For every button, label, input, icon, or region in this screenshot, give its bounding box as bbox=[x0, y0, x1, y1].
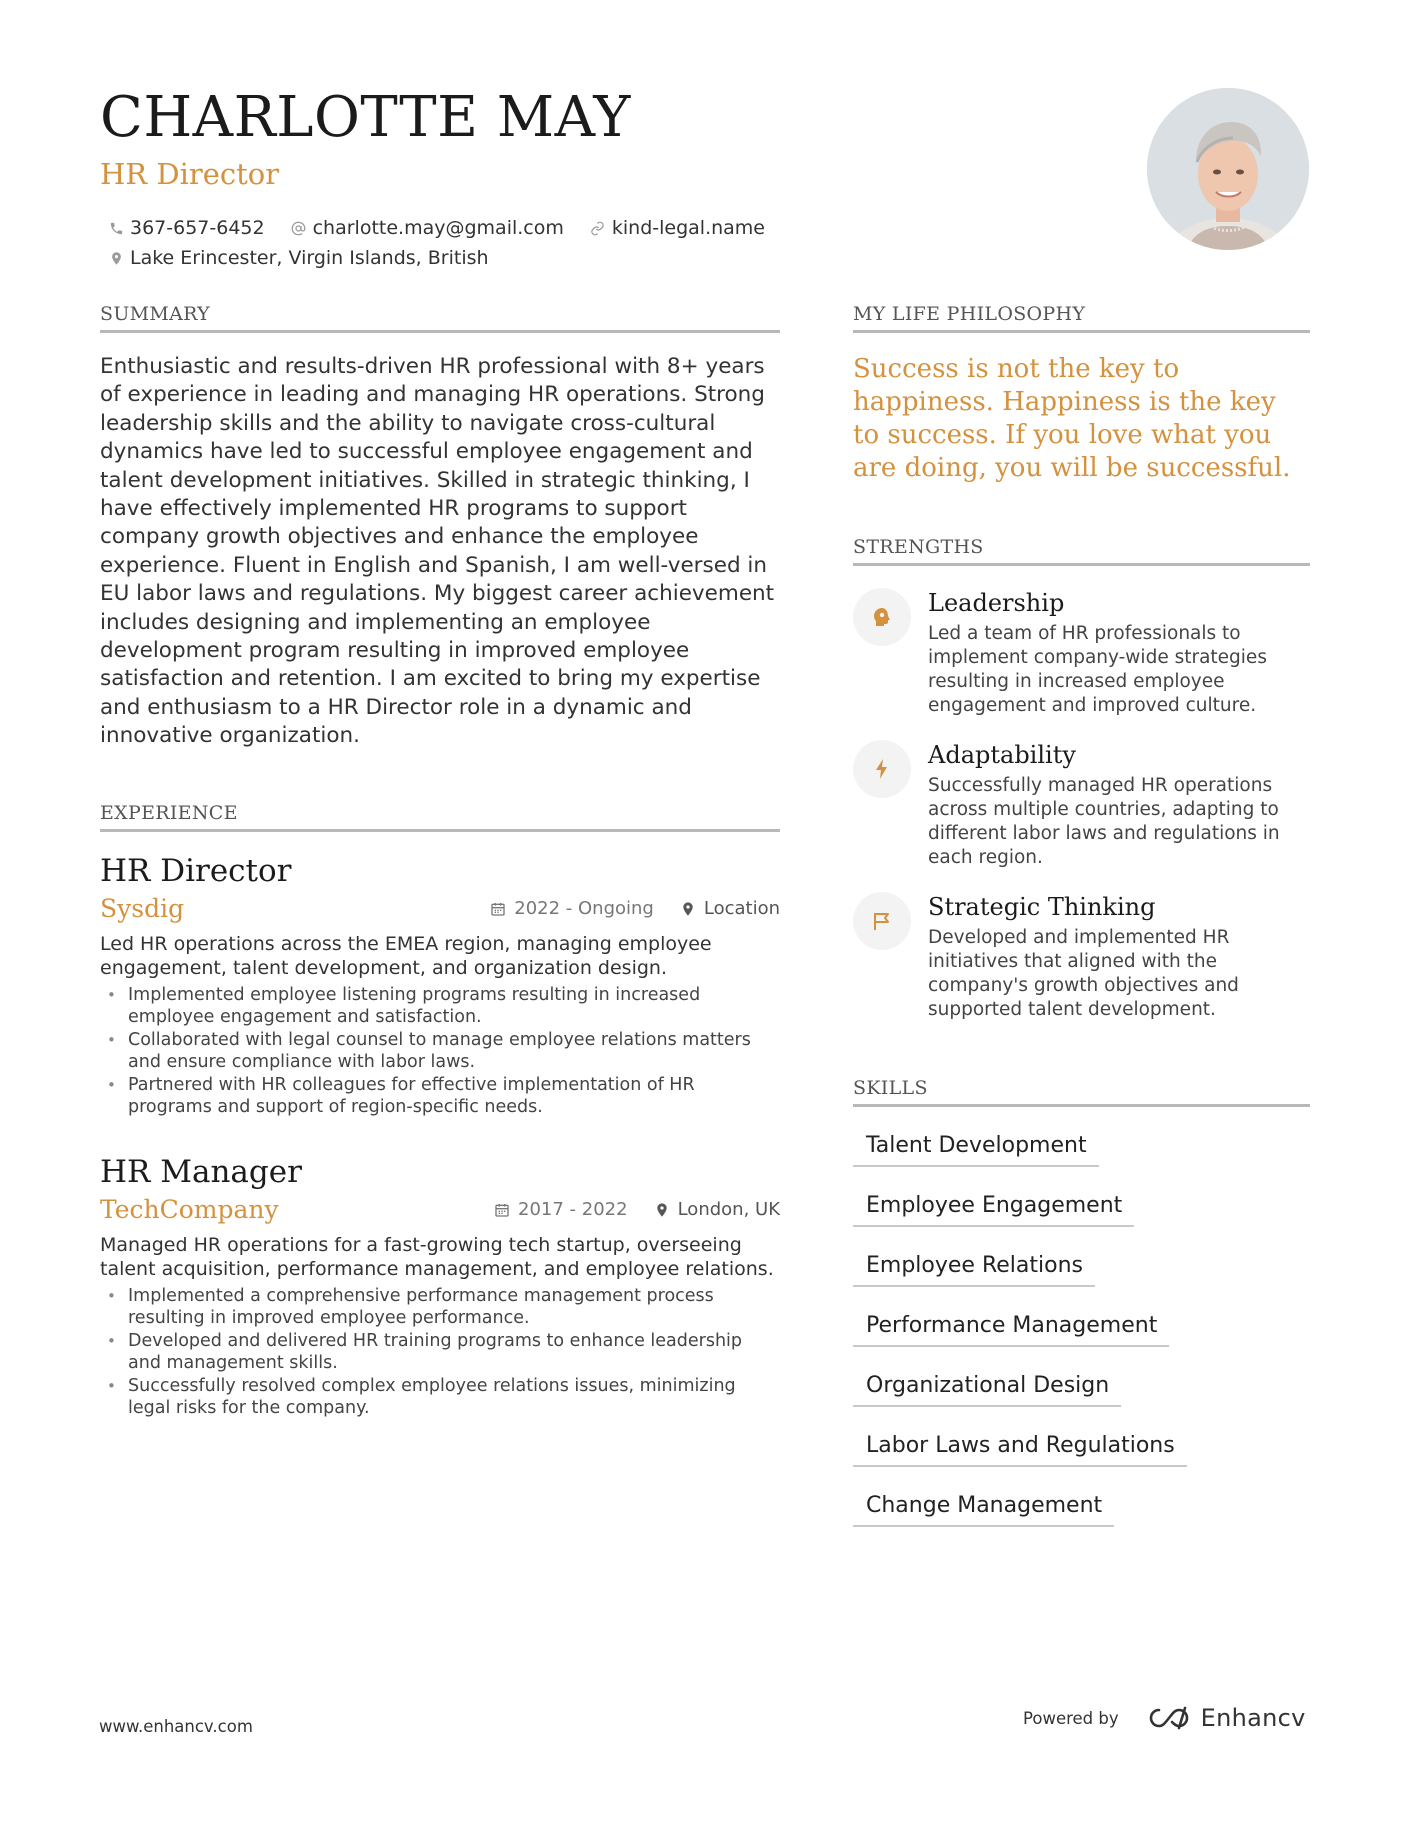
contact-location bbox=[108, 247, 489, 269]
website-text: kind-legal.name bbox=[611, 217, 765, 239]
footer-branding[interactable] bbox=[1023, 1704, 1306, 1732]
skills-list bbox=[853, 1127, 1310, 1547]
brand-name: Enhancv bbox=[1200, 1704, 1306, 1732]
location-pin-icon bbox=[108, 250, 124, 266]
bullet-item: • Implemented a comprehensive performance management process resulting in improved employee performance. bbox=[100, 1285, 780, 1330]
experience-section bbox=[100, 801, 780, 1420]
location-text: Lake Erincester, Virgin Islands, British bbox=[130, 247, 489, 269]
flag-icon bbox=[853, 892, 911, 950]
location-pin-icon bbox=[654, 1202, 670, 1218]
job-bullets bbox=[100, 1285, 780, 1420]
skill-tag: Performance Management bbox=[853, 1307, 1169, 1347]
philosophy-heading: MY LIFE PHILOSOPHY bbox=[853, 302, 1310, 333]
skill-tag: Labor Laws and Regulations bbox=[853, 1427, 1187, 1467]
company-name: Sysdig bbox=[100, 893, 185, 923]
strength-description: Led a team of HR professionals to implement company-wide strategies resulting in increased employee engagement and improved culture. bbox=[928, 623, 1267, 716]
bullet-item: • Developed and delivered HR training programs to enhance leadership and management skills. bbox=[100, 1330, 780, 1375]
contact-website[interactable] bbox=[590, 217, 765, 239]
bullet-item: • Partnered with HR colleagues for effective implementation of HR programs and support of region-specific needs. bbox=[100, 1074, 780, 1119]
contact-info bbox=[108, 213, 1000, 273]
contact-email[interactable] bbox=[291, 217, 564, 239]
calendar-icon bbox=[490, 901, 506, 917]
job-dates: 2017 - 2022 bbox=[494, 1199, 628, 1220]
footer-website[interactable]: www.enhancv.com bbox=[99, 1717, 253, 1736]
summary-heading: SUMMARY bbox=[100, 302, 780, 333]
strengths-section bbox=[853, 535, 1310, 1022]
strength-description: Successfully managed HR operations across multiple countries, adapting to different labor laws and regulations in each region. bbox=[928, 775, 1280, 868]
candidate-name: CHARLOTTE MAY bbox=[100, 85, 631, 150]
link-icon bbox=[590, 220, 606, 236]
skill-tag: Organizational Design bbox=[853, 1367, 1121, 1407]
strength-title: Strategic Thinking bbox=[928, 893, 1156, 921]
experience-entry bbox=[100, 852, 780, 1119]
skill-tag: Employee Relations bbox=[853, 1247, 1095, 1287]
location-pin-icon bbox=[680, 901, 696, 917]
strengths-heading: STRENGTHS bbox=[853, 535, 1310, 566]
email-text: charlotte.may@gmail.com bbox=[312, 217, 564, 239]
skill-tag: Change Management bbox=[853, 1487, 1114, 1527]
job-description: Managed HR operations for a fast-growing tech startup, overseeing talent acquisition, performance management, and employee relations. bbox=[100, 1233, 774, 1280]
bullet-item: • Successfully resolved complex employee relations issues, minimizing legal risks for the company. bbox=[100, 1375, 780, 1420]
job-title: HR Director bbox=[100, 852, 292, 889]
strength-item bbox=[853, 588, 1310, 718]
skills-heading: SKILLS bbox=[853, 1076, 1310, 1107]
candidate-title: HR Director bbox=[100, 157, 280, 191]
strength-description: Developed and implemented HR initiatives that aligned with the company's growth objectives and supported talent development. bbox=[928, 927, 1239, 1020]
skill-tag: Talent Development bbox=[853, 1127, 1099, 1167]
experience-entry bbox=[100, 1153, 780, 1420]
job-location: Location bbox=[680, 898, 780, 919]
experience-heading: EXPERIENCE bbox=[100, 801, 780, 832]
job-dates: 2022 - Ongoing bbox=[490, 898, 654, 919]
right-column bbox=[853, 302, 1310, 1547]
skill-tag: Employee Engagement bbox=[853, 1187, 1134, 1227]
phone-icon bbox=[108, 220, 124, 236]
strength-title: Adaptability bbox=[928, 741, 1076, 769]
philosophy-quote: Success is not the key to happiness. Happiness is the key to success. If you love what you are doing, you will be successful. bbox=[853, 354, 1291, 483]
job-description: Led HR operations across the EMEA region, managing employee engagement, talent development, and organization design. bbox=[100, 932, 712, 979]
strength-title: Leadership bbox=[928, 589, 1065, 617]
head-icon bbox=[853, 588, 911, 646]
bullet-item: • Collaborated with legal counsel to manage employee relations matters and ensure compliance with labor laws. bbox=[100, 1029, 780, 1074]
philosophy-section bbox=[853, 302, 1310, 485]
resume-header bbox=[100, 85, 1000, 273]
enhancv-logo-icon bbox=[1145, 1704, 1193, 1732]
calendar-icon bbox=[494, 1202, 510, 1218]
job-location: London, UK bbox=[654, 1199, 780, 1220]
summary-text: Enthusiastic and results-driven HR professional with 8+ years of experience in leading and managing HR operations. Strong leadership skills and the ability to navigate cross-cultural dynamics have led to successful employee engagement and talent development initiatives. Skilled in strategic thinking, I have effectively implemented HR programs to support company growth objectives and enhance the employee experience. Fluent in English and Spanish, I am well-versed in EU labor laws and regulations. My biggest career achievement includes designing and implementing an employee development program resulting in improved employee satisfaction and retention. I am excited to bring my expertise and enthusiasm to a HR Director role in a dynamic and innovative organization. bbox=[100, 354, 775, 749]
strength-item bbox=[853, 892, 1310, 1022]
at-sign-icon bbox=[291, 220, 307, 236]
job-bullets bbox=[100, 984, 780, 1119]
skills-section bbox=[853, 1076, 1310, 1547]
company-name: TechCompany bbox=[100, 1194, 279, 1224]
contact-phone bbox=[108, 217, 265, 239]
lightning-icon bbox=[853, 740, 911, 798]
job-title: HR Manager bbox=[100, 1153, 302, 1190]
profile-photo bbox=[1147, 88, 1309, 250]
left-column bbox=[100, 302, 780, 1420]
powered-by-label: Powered by bbox=[1023, 1708, 1119, 1728]
strength-item bbox=[853, 740, 1310, 870]
phone-text: 367-657-6452 bbox=[130, 217, 265, 239]
bullet-item: • Implemented employee listening programs resulting in increased employee engagement and satisfaction. bbox=[100, 984, 780, 1029]
summary-section bbox=[100, 302, 780, 751]
